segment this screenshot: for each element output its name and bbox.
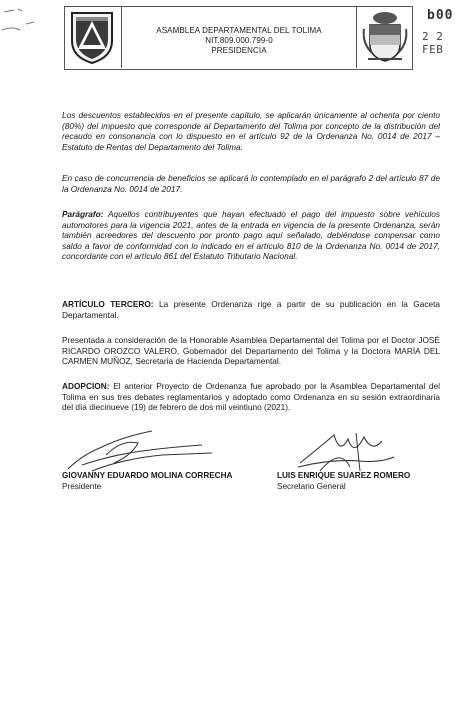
paragraph-paragrafo [62, 209, 440, 262]
letterhead-text [122, 26, 356, 56]
president-name: GIOVANNY EDUARDO MOLINA CORRECHA [62, 471, 233, 480]
paragraph-adopcion [62, 381, 440, 413]
adopcion-label: ADOPCION: [62, 381, 110, 391]
president-role: Presidente [62, 482, 102, 491]
colombia-coat-of-arms-icon [362, 9, 408, 65]
adopcion-text: El anterior Proyecto de Ordenanza fue aprobado por la Asamblea Departamental del Tolima en sus tres debates reglamentarios y adoptado como Ordenanza en su sesión extraordinaria del día diecinueve (19) de febrero de dos mil veintiuno (2021). [62, 381, 440, 413]
paragraph-presentada: Presentada a consideración de la Honorable Asamblea Departamental del Tolima por el Doctor JOSÉ RICARDO OROZCO VALERO, Gobernador del Departamento del Tolima y la Doctora MARÍA DEL CARMEN MUÑOZ, Secretaria de Hacienda Departamental. [62, 335, 440, 367]
president-signature [62, 425, 232, 475]
stamp-date: 2 2 FEB [422, 30, 444, 56]
articulo-tercero-label: ARTÍCULO TERCERO: [62, 299, 154, 309]
nit-number: NIT.809.000.799-0 [205, 36, 273, 45]
stamp-number: b00 [427, 8, 454, 23]
paragraph-discounts: Los descuentos establecidos en el presente capítulo, se aplicarán únicamente al ochenta por ciento (80%) del impuesto que corresponde al Departamento del Tolima por concepto de la distribución del recaudo en consonancia con lo dispuesto en el artículo 92 de la Ordenanza No. 0014 de 2017 – Estatuto de Rentas del Departamento del Tolima. [62, 110, 440, 152]
tolima-shield-icon [66, 9, 118, 65]
paragrafo-label: Parágrafo: [62, 209, 104, 219]
paragraph-concurrence: En caso de concurrencia de beneficios se aplicará lo contemplado en el parágrafo 2 del artículo 87 de la Ordenanza No. 0014 de 2017. [62, 173, 440, 194]
handwritten-mark [0, 0, 60, 40]
secretary-role: Secretario General [277, 482, 346, 491]
institution-name: ASAMBLEA DEPARTAMENTAL DEL TOLIMA [156, 26, 322, 35]
articulo-tercero-text: La presente Ordenanza rige a partir de su publicación en la Gaceta Departamental. [62, 299, 440, 320]
paragrafo-text: Aquellos contribuyentes que hayan efectuado el pago del impuesto sobre vehículos automotores para la vigencia 2021, antes de la entrada en vigencia de la presente Ordenanza, serán también acreedores del descuento por pronto pago aquí señalado, debiéndose compensar como saldo a favor de conformidad con lo indicado en el artículo 810 de la Ordenanza No. 0014 de 2017, concordante con el artículo 861 del Estatuto Tributario Nacional. [62, 209, 440, 262]
office-name: PRESIDENCIA [211, 46, 267, 55]
secretary-name: LUIS ENRIQUE SUAREZ ROMERO [277, 471, 411, 480]
secretary-signature [290, 427, 400, 475]
paragraph-articulo-tercero [62, 299, 440, 320]
